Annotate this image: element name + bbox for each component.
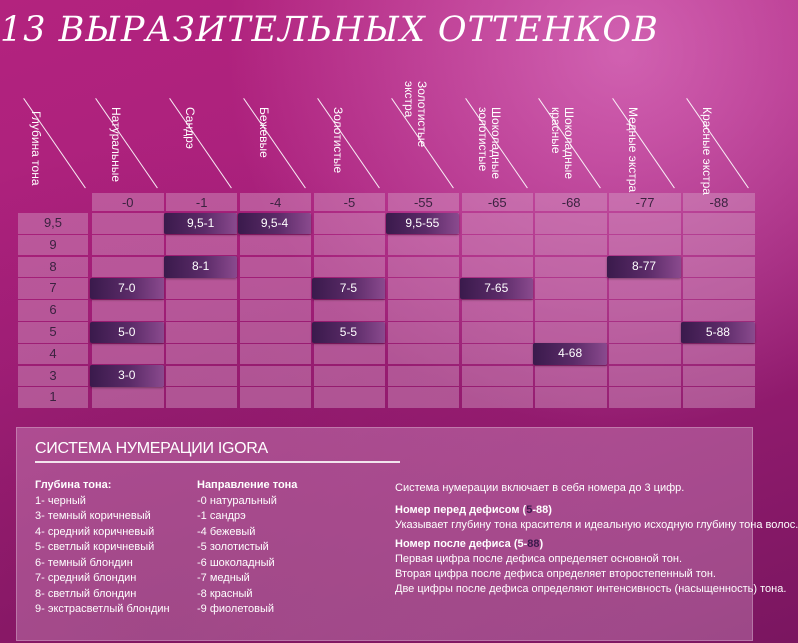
column-name: Золотистые экстра [401, 81, 429, 148]
grid-cell [92, 235, 164, 256]
column-name: Сандрэ [182, 107, 197, 149]
grid-cell [166, 278, 238, 299]
depth-heading: Глубина тона: [35, 479, 112, 491]
grid-cell [92, 387, 164, 408]
grid-cell [462, 387, 534, 408]
column-code: -4 [240, 193, 312, 211]
grid-cell [683, 366, 755, 387]
grid-cell [535, 322, 607, 343]
grid-cell [462, 300, 534, 321]
depth-row-label: 1 [18, 387, 88, 408]
column-code: -77 [609, 193, 681, 211]
grid-cell [314, 344, 386, 365]
shade-chip: 7-65 [460, 278, 534, 300]
grid-cell [535, 366, 607, 387]
header-divider [612, 98, 675, 189]
grid-cell [166, 300, 238, 321]
direction-item: -4 бежевый [197, 525, 256, 538]
shade-chip: 8-77 [607, 256, 681, 278]
grid-cell [609, 278, 681, 299]
shade-chip: 9,5-4 [238, 213, 312, 235]
intro-text: Система нумерации включает в себя номера до 3 цифр. [395, 482, 685, 494]
grid-cell [609, 300, 681, 321]
grid-cell [166, 322, 238, 343]
depth-item: 6- темный блондин [35, 556, 133, 569]
grid-cell [609, 213, 681, 234]
column-name: Бежевые [256, 107, 271, 158]
after-dash-line: Две цифры после дефиса определяют интенсивность (насыщенность) тона. [395, 583, 787, 595]
grid-cell [462, 322, 534, 343]
direction-list [197, 478, 297, 618]
header-divider [95, 98, 158, 189]
grid-cell [240, 387, 312, 408]
grid-cell [683, 257, 755, 278]
depth-row-label: 9,5 [18, 213, 88, 234]
grid-cell [388, 278, 460, 299]
panel-divider [35, 461, 400, 463]
column-name: Шоколадные золотистые [475, 107, 503, 180]
grid-cell [314, 235, 386, 256]
grid-cell [314, 387, 386, 408]
grid-cell [388, 322, 460, 343]
grid-cell [535, 300, 607, 321]
depth-row-label: 5 [18, 322, 88, 343]
before-dash-close: ) [548, 504, 552, 516]
grid-cell [609, 387, 681, 408]
grid-cell [166, 387, 238, 408]
before-dash-title: Номер перед дефисом ( [395, 504, 527, 516]
column-name: Медные экстра [626, 107, 641, 193]
grid-cell [535, 213, 607, 234]
grid-cell [683, 213, 755, 234]
depth-item: 4- средний коричневый [35, 525, 155, 538]
grid-cell [683, 344, 755, 365]
shade-chip: 7-0 [90, 278, 164, 300]
shade-chip: 5-88 [681, 322, 755, 344]
grid-cell [92, 257, 164, 278]
grid-cell [314, 366, 386, 387]
column-code: -1 [166, 193, 238, 211]
depth-item: 5- светлый коричневый [35, 541, 155, 553]
grid-cell [92, 344, 164, 365]
column-name: Натуральные [109, 107, 123, 183]
grid-cell [609, 366, 681, 387]
grid-cell [166, 235, 238, 256]
column-code: -88 [683, 193, 755, 211]
direction-item: -5 золотистый [197, 541, 269, 553]
header-divider [169, 98, 232, 189]
column-name: Золотистые [330, 107, 345, 174]
depth-row-label: 8 [18, 257, 88, 278]
shade-chip: 4-68 [533, 343, 607, 365]
grid-cell [535, 278, 607, 299]
grid-cell [240, 300, 312, 321]
after-dash-line: Первая цифра после дефиса определяет основной тон. [395, 553, 683, 565]
header-divider [243, 98, 306, 189]
shade-chip: 7-5 [312, 278, 386, 300]
grid-cell [388, 344, 460, 365]
direction-heading: Направление тона [197, 479, 298, 491]
grid-cell [535, 235, 607, 256]
page-title: 13 ВЫРАЗИТЕЛЬНЫХ ОТТЕНКОВ [0, 10, 659, 50]
numbering-panel [16, 427, 798, 641]
grid-cell [388, 366, 460, 387]
shade-chip: 8-1 [164, 256, 238, 278]
grid-cell [314, 213, 386, 234]
before-dash-highlight: 5 [526, 504, 533, 516]
header-divider [317, 98, 380, 189]
depth-list [35, 478, 170, 618]
after-dash-title: Номер после дефиса ( [395, 538, 518, 550]
shade-chip: 9,5-1 [164, 213, 238, 235]
grid-cell [462, 344, 534, 365]
grid-cell [609, 344, 681, 365]
grid-cell [683, 387, 755, 408]
grid-cell [462, 213, 534, 234]
column-code: -0 [92, 193, 164, 211]
depth-item: 1- черный [35, 494, 86, 507]
after-dash-rest: 5- [517, 538, 528, 550]
grid-cell [535, 257, 607, 278]
column-name: Красные экстра [700, 107, 715, 195]
column-code: -55 [388, 193, 460, 211]
grid-cell [462, 257, 534, 278]
column-code: -5 [314, 193, 386, 211]
depth-row-label: 9 [18, 235, 88, 256]
grid-cell [240, 278, 312, 299]
grid-cell [92, 300, 164, 321]
grid-cell [166, 366, 238, 387]
column-name: Шоколадные красные [549, 107, 577, 180]
grid-cell [388, 235, 460, 256]
shade-chip: 3-0 [90, 365, 164, 387]
depth-item: 7- средний блондин [35, 572, 137, 584]
grid-cell [92, 213, 164, 234]
grid-cell [166, 344, 238, 365]
shade-chip: 5-0 [90, 322, 164, 344]
depth-axis-label: Глубина тона [29, 111, 43, 186]
grid-cell [462, 235, 534, 256]
grid-cell [240, 257, 312, 278]
before-dash-text: Указывает глубину тона красителя и идеальную исходную глубину тона волос. [395, 519, 798, 531]
grid-cell [535, 387, 607, 408]
grid-cell [314, 257, 386, 278]
depth-row-label: 4 [18, 344, 88, 365]
grid-cell [240, 366, 312, 387]
grid-cell [388, 300, 460, 321]
panel-title: СИСТЕМА НУМЕРАЦИИ IGORA [35, 440, 268, 457]
before-dash-heading [395, 503, 552, 518]
grid-cell [609, 235, 681, 256]
grid-cell [609, 322, 681, 343]
grid-cell [240, 344, 312, 365]
grid-cell [683, 300, 755, 321]
grid-cell [388, 257, 460, 278]
direction-item: -8 красный [197, 587, 253, 600]
direction-item: -6 шоколадный [197, 556, 275, 569]
after-dash-line: Вторая цифра после дефиса определяет второстепенный тон. [395, 568, 716, 580]
grid-cell [683, 278, 755, 299]
before-dash-rest: -88 [532, 504, 549, 516]
after-dash-heading [395, 537, 543, 552]
depth-item: 9- экстрасветлый блондин [35, 603, 170, 615]
depth-row-label: 3 [18, 366, 88, 387]
after-dash-highlight: 88 [527, 538, 540, 550]
grid-cell [240, 322, 312, 343]
direction-item: -9 фиолетовый [197, 603, 275, 615]
shade-chip: 5-5 [312, 322, 386, 344]
after-dash-close: ) [539, 538, 544, 550]
header-divider [686, 98, 749, 189]
grid-cell [683, 235, 755, 256]
grid-cell [462, 366, 534, 387]
grid-cell [314, 300, 386, 321]
grid-cell [240, 235, 312, 256]
depth-item: 8- светлый блондин [35, 587, 137, 600]
depth-item: 3- темный коричневый [35, 510, 151, 522]
grid-cell [388, 387, 460, 408]
column-code: -65 [462, 193, 534, 211]
direction-item: -0 натуральный [197, 494, 277, 507]
direction-item: -1 сандрэ [197, 510, 246, 522]
depth-row-label: 7 [18, 278, 88, 299]
shade-chip: 9,5-55 [386, 213, 460, 235]
column-code: -68 [535, 193, 607, 211]
direction-item: -7 медный [197, 572, 250, 584]
depth-row-label: 6 [18, 300, 88, 321]
